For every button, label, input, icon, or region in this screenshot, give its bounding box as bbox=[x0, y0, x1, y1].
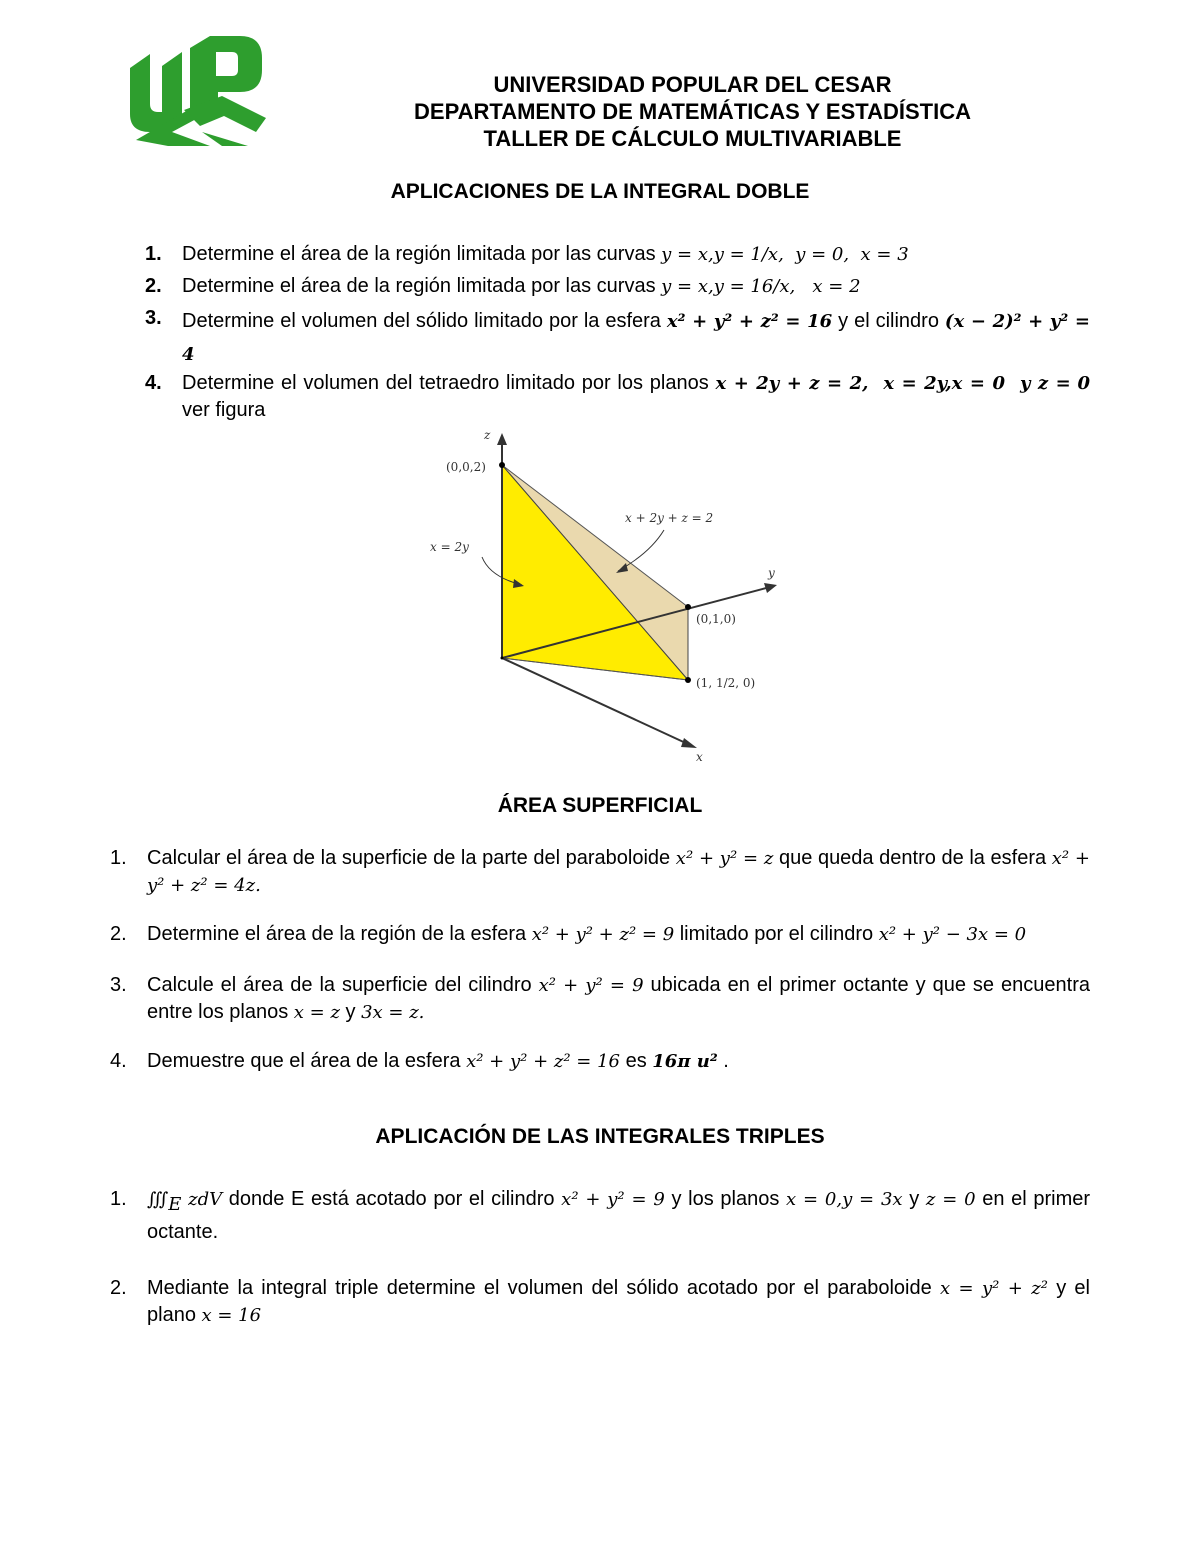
item-text: . bbox=[723, 1050, 729, 1072]
item-text: Calcule el área de la superficie del cilindro bbox=[147, 974, 532, 996]
item-text: es bbox=[625, 1050, 647, 1072]
area-result: 16π u² bbox=[652, 1051, 718, 1072]
plane-equation: 3x = z. bbox=[361, 1002, 425, 1023]
section-title-surface-area: ÁREA SUPERFICIAL bbox=[497, 794, 703, 817]
university-logo bbox=[128, 36, 268, 146]
item-text: y bbox=[345, 1001, 356, 1023]
planes-equation: x + 2y + z = 2, x = 2y,x = 0 y z = bbox=[715, 373, 1071, 394]
point-y-label: (0,1,0) bbox=[696, 612, 736, 626]
item-text: limitado por el cilindro bbox=[679, 923, 874, 945]
item-text: Determine el área de la región limitada por las curvas bbox=[182, 275, 656, 297]
item-text: ver figura bbox=[182, 399, 266, 421]
plane2-label: x = 2y bbox=[430, 540, 469, 554]
section-title-double-integral: APLICACIONES DE LA INTEGRAL DOBLE bbox=[390, 180, 810, 203]
region-subscript: E bbox=[168, 1194, 182, 1215]
workshop-title: TALLER DE CÁLCULO MULTIVARIABLE bbox=[483, 126, 902, 151]
point-x-label: (1, 1/2, 0) bbox=[696, 676, 756, 690]
item-text: Determine el área de la región limitada por las curvas bbox=[182, 243, 656, 265]
item-text: y los planos bbox=[671, 1188, 780, 1210]
item-text: Mediante la integral triple determine el volumen del sólido acotado por el paraboloide bbox=[147, 1277, 932, 1299]
item-math: y = x,y = 1/x, y = 0, x = 3 bbox=[661, 244, 909, 265]
item-number: 2. bbox=[110, 923, 127, 945]
item-number: 1. bbox=[145, 243, 162, 265]
item-number: 2. bbox=[145, 275, 162, 297]
tetrahedron-figure bbox=[420, 425, 800, 770]
cylinder-equation: (x − 2)² + y² = 4 bbox=[182, 311, 1090, 365]
item-number: 1. bbox=[110, 847, 127, 869]
sphere-equation: x² + y² + z² = 9 bbox=[531, 924, 675, 945]
point-x bbox=[685, 677, 691, 683]
point-top-label: (0,0,2) bbox=[446, 460, 486, 474]
department-name: DEPARTAMENTO DE MATEMÁTICAS Y ESTADÍSTICA bbox=[414, 99, 971, 124]
item-number: 3. bbox=[110, 974, 127, 996]
item-number: 4. bbox=[110, 1050, 127, 1072]
item-text: y bbox=[909, 1188, 920, 1210]
item-number: 4. bbox=[145, 372, 162, 394]
planes-equation: x = 0,y = 3x bbox=[786, 1189, 903, 1210]
cylinder-equation: x² + y² = 9 bbox=[561, 1189, 665, 1210]
item-number: 1. bbox=[110, 1188, 127, 1210]
integrand: zdV bbox=[188, 1189, 223, 1210]
item-text: Calcular el área de la superficie de la parte del paraboloide bbox=[147, 847, 671, 869]
paraboloid-equation: x² + y² = z bbox=[675, 848, 774, 869]
item-text: Determine el volumen del tetraedro limitado por los planos bbox=[182, 372, 709, 394]
item-text: y el cilindro bbox=[838, 310, 939, 332]
cylinder-equation: x² + y² − 3x = 0 bbox=[878, 924, 1027, 945]
planes-equation-end: 0 bbox=[1077, 373, 1090, 394]
section-title-triple-integral: APLICACIÓN DE LAS INTEGRALES TRIPLES bbox=[375, 1125, 825, 1148]
item-text: ubicada en el primer octante y que se encuentra entre los planos bbox=[147, 974, 1090, 1023]
z-axis-label: z bbox=[484, 428, 491, 442]
triple-integral-symbol: ∭ bbox=[147, 1189, 169, 1210]
plane-face-yellow bbox=[502, 465, 688, 680]
item-math: y = x,y = 16/x, x = 2 bbox=[661, 276, 861, 297]
sphere-equation: x² + y² + z² = 4z. bbox=[147, 848, 1090, 896]
paraboloid-equation: x = y² + z² bbox=[939, 1278, 1048, 1299]
item-text: que queda dentro de la esfera bbox=[778, 847, 1047, 869]
sphere-equation: x² + y² + z² = 16 bbox=[466, 1051, 621, 1072]
plane1-label: x + 2y + z = 2 bbox=[625, 511, 714, 525]
plane-equation: z = 0 bbox=[925, 1189, 976, 1210]
item-text: y el plano bbox=[147, 1277, 1090, 1326]
item-number: 2. bbox=[110, 1277, 127, 1299]
upc-logo-icon bbox=[128, 36, 268, 146]
item-text: en el primer octante. bbox=[147, 1188, 1091, 1243]
item-number: 3. bbox=[145, 307, 162, 329]
sphere-equation: x² + y² + z² = 16 bbox=[666, 311, 833, 332]
point-top bbox=[499, 462, 505, 468]
item-text: Determine el área de la región de la esfera bbox=[147, 923, 527, 945]
plane-equation: x = 16 bbox=[201, 1305, 262, 1326]
item-text: Demuestre que el área de la esfera bbox=[147, 1050, 461, 1072]
item-text: Determine el volumen del sólido limitado por la esfera bbox=[182, 310, 661, 332]
cylinder-equation: x² + y² = 9 bbox=[538, 975, 644, 996]
x-axis-label: x bbox=[696, 750, 703, 764]
item-text: donde E está acotado por el cilindro bbox=[228, 1188, 555, 1210]
plane-equation: x = z bbox=[293, 1002, 340, 1023]
university-name: UNIVERSIDAD POPULAR DEL CESAR bbox=[493, 72, 892, 97]
point-y bbox=[685, 604, 691, 610]
y-axis-label: y bbox=[768, 566, 775, 580]
